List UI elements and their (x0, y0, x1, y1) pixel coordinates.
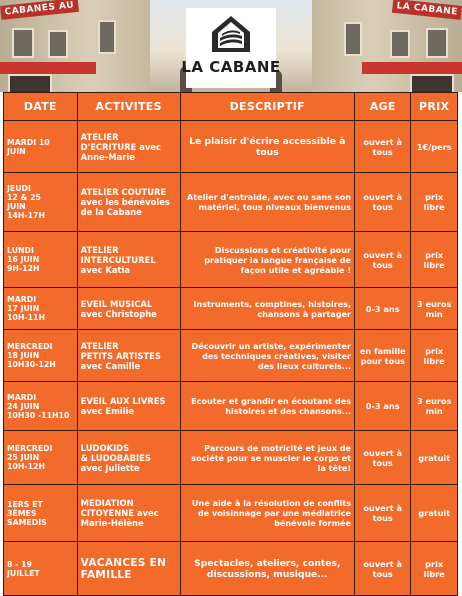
shop-awning (0, 62, 96, 74)
date-cell: 8 - 19 JUILLET (4, 542, 78, 596)
description-cell: Instruments, comptines, histoires, chansons à partager (180, 288, 354, 330)
table-row (4, 431, 458, 485)
shop-sign-right: LA CABANE (391, 0, 462, 20)
activity-cell: VACANCES EN FAMILLE (77, 542, 180, 596)
header-photo-banner (0, 0, 462, 92)
table-row (4, 485, 458, 542)
price-cell: prix libre (411, 232, 458, 288)
shop-front (8, 74, 52, 92)
description-cell: Le plaisir d'écrire accessible à tous (180, 121, 354, 173)
shop-awning (362, 62, 462, 74)
table-row (4, 382, 458, 431)
header-age: AGE (355, 93, 411, 121)
header-date: DATE (4, 93, 78, 121)
price-cell: prix libre (411, 330, 458, 382)
price-cell: 3 euros min (411, 288, 458, 330)
description-cell: Atelier d'entraide, avec ou sans son matériel, tous niveaux bienvenus (180, 173, 354, 232)
date-cell: MERCREDI 25 JUIN 10H-12H (4, 431, 78, 485)
date-cell: JEUDI 12 & 25 JUIN 14H-17H (4, 173, 78, 232)
table-header-row (4, 93, 458, 121)
price-cell: 3 euros min (411, 382, 458, 431)
activity-cell: LUDOKIDS & LUDOBABIES avec Juliette (77, 431, 180, 485)
age-cell: ouvert à tous (355, 542, 411, 596)
table-row (4, 173, 458, 232)
description-cell: Discussions et créativité pour pratiquer la langue française de façon utile et agréable ! (180, 232, 354, 288)
age-cell: ouvert à tous (355, 173, 411, 232)
price-cell: gratuit (411, 485, 458, 542)
activity-cell: ATELIER PETITS ARTISTES avec Camille (77, 330, 180, 382)
date-cell: MARDI 17 JUIN 10H-11H (4, 288, 78, 330)
date-cell: LUNDI 16 JUIN 9H-12H (4, 232, 78, 288)
table-row (4, 330, 458, 382)
age-cell: ouvert à tous (355, 485, 411, 542)
price-cell: gratuit (411, 431, 458, 485)
description-cell: Une aide à la résolution de conflits de voisinnage par une médiatrice bénévole formée (180, 485, 354, 542)
window (12, 28, 34, 58)
logo (181, 8, 281, 88)
header-activites: ACTIVITES (77, 93, 180, 121)
activity-cell: MEDIATION CITOYENNE avec Marie-Hélène (77, 485, 180, 542)
activity-cell: EVEIL MUSICAL avec Christophe (77, 288, 180, 330)
table-row (4, 288, 458, 330)
schedule-table (3, 92, 458, 596)
description-cell: Parcours de motricité et jeux de société pour se muscler le corps et la tête! (180, 431, 354, 485)
date-cell: MERCREDI 18 JUIN 10H30-12H (4, 330, 78, 382)
age-cell: 0-3 ans (355, 382, 411, 431)
age-cell: ouvert à tous (355, 431, 411, 485)
logo-text: LA CABANE (181, 58, 281, 76)
window (98, 20, 116, 54)
shop-sign-left: CABANES AU (0, 0, 79, 20)
description-cell: Découvrir un artiste, expérimenter des techniques créatives, visiter des lieux culturels... (180, 330, 354, 382)
price-cell: prix libre (411, 173, 458, 232)
window (390, 30, 410, 58)
activity-cell: ATELIER INTERCULTUREL avec Katia (77, 232, 180, 288)
age-cell: en famille pour tous (355, 330, 411, 382)
shop-front (410, 74, 454, 92)
table-row (4, 121, 458, 173)
header-descriptif: DESCRIPTIF (180, 93, 354, 121)
table-row (4, 232, 458, 288)
date-cell: MARDI 10 JUIN (4, 121, 78, 173)
age-cell: 0-3 ans (355, 288, 411, 330)
age-cell: ouvert à tous (355, 121, 411, 173)
cabane-house-icon (210, 14, 252, 54)
description-cell: Spectacles, ateliers, contes, discussions, musique... (180, 542, 354, 596)
age-cell: ouvert à tous (355, 232, 411, 288)
date-cell: 1ERS ET 3ÈMES SAMEDIS (4, 485, 78, 542)
window (426, 28, 448, 58)
description-cell: Ecouter et grandir en écoutant des histoires et des chansons... (180, 382, 354, 431)
table-row (4, 542, 458, 596)
activity-cell: ATELIER D'ECRITURE avec Anne-Marie (77, 121, 180, 173)
activity-cell: EVEIL AUX LIVRES avec Emilie (77, 382, 180, 431)
window (48, 30, 68, 58)
activity-cell: ATELIER COUTURE avec les bénévoles de la Cabane (77, 173, 180, 232)
window (344, 22, 362, 56)
header-prix: PRIX (411, 93, 458, 121)
price-cell: 1€/pers (411, 121, 458, 173)
date-cell: MARDI 24 JUIN 10H30 -11H10 (4, 382, 78, 431)
price-cell: prix libre (411, 542, 458, 596)
